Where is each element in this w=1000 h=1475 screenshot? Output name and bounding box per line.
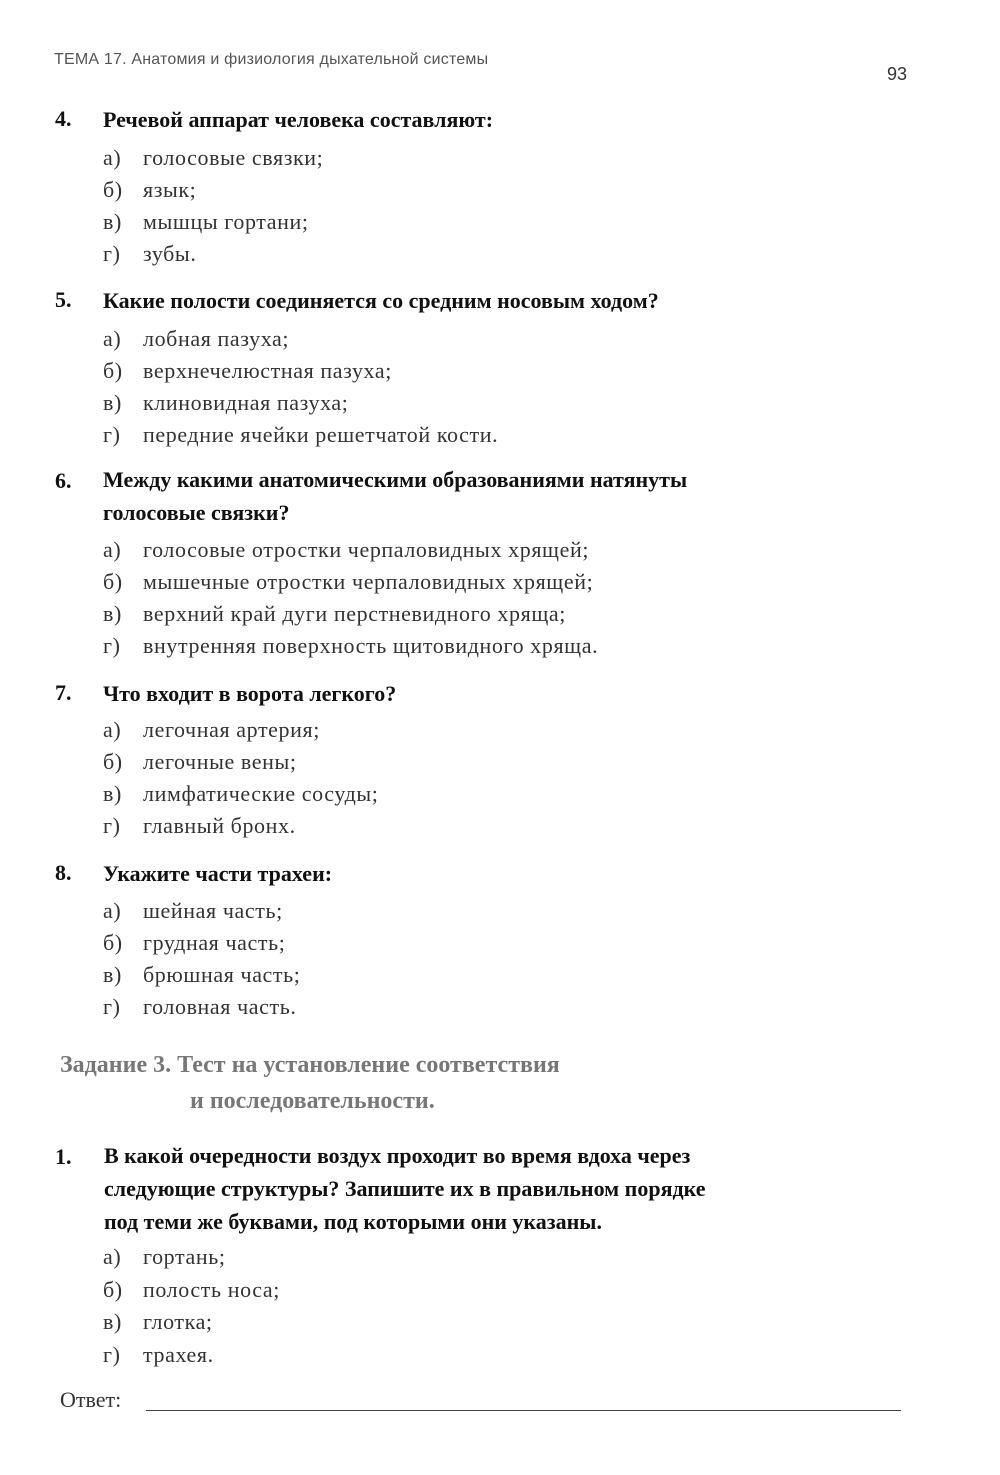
option-text: внутренняя поверхность щитовидного хряща. [143,633,599,658]
option-text: голосовые связки; [143,145,324,170]
option-letter: г) [103,813,121,838]
question-text-line: голосовые связки? [103,500,290,525]
answer-option [103,781,378,807]
answer-option [103,241,196,267]
question-number: 5. [55,287,72,312]
option-letter: г) [103,241,121,266]
question-text [103,463,803,529]
option-text: зубы. [143,241,197,266]
option-letter: б) [103,358,123,383]
answer-option [103,1342,214,1368]
answer-option [103,390,348,416]
option-text: передние ячейки решетчатой кости. [143,422,499,447]
answer-label: Ответ: [60,1387,122,1412]
question-text: Что входит в ворота легкого? [103,681,397,706]
option-letter: а) [103,898,122,923]
page-number: 93 [886,64,907,84]
section-heading-continued: и последовательности. [190,1088,435,1114]
option-letter: б) [103,930,123,955]
option-text: глотка; [143,1309,213,1334]
option-text: полость носа; [143,1277,280,1302]
answer-option [103,601,566,627]
answer-option [103,358,392,384]
option-letter: в) [103,390,122,415]
option-text: верхний край дуги перстневидного хряща; [143,601,566,626]
option-letter: в) [103,1309,122,1334]
section-heading: Задание 3. Тест на установление соответствия [60,1052,560,1078]
option-text: главный бронх. [143,813,296,838]
option-letter: б) [103,1277,123,1302]
answer-option [103,994,296,1020]
option-text: голосовые отростки черпаловидных хрящей; [143,537,590,562]
answer-option [103,1309,213,1335]
question-text-line: следующие структуры? Запишите их в правильном порядке [104,1176,706,1201]
answer-option [103,633,598,659]
question-text [104,1139,824,1238]
question-number: 4. [55,106,72,131]
option-text: лобная пазуха; [143,326,290,351]
question-text-line: под теми же буквами, под которыми они указаны. [104,1209,602,1234]
question-number: 7. [55,680,72,705]
option-letter: б) [103,569,123,594]
answer-option [103,326,289,352]
option-text: мышцы гортани; [143,209,309,234]
option-letter: а) [103,145,122,170]
option-text: гортань; [143,1244,226,1269]
option-letter: в) [103,601,122,626]
option-text: язык; [143,177,197,202]
running-header: ТЕМА 17. Анатомия и физиология дыхательной системы [54,51,489,68]
answer-option [103,1277,280,1303]
option-letter: а) [103,717,122,742]
option-text: легочная артерия; [143,717,320,742]
answer-option [103,569,593,595]
answer-option [103,898,283,924]
option-text: грудная часть; [143,930,286,955]
answer-option [103,145,323,171]
question-text: Речевой аппарат человека составляют: [103,107,494,132]
option-letter: а) [103,326,122,351]
option-letter: г) [103,422,121,447]
option-letter: г) [103,994,121,1019]
option-text: брюшная часть; [143,962,301,987]
option-text: верхнечелюстная пазуха; [143,358,392,383]
option-letter: г) [103,633,121,658]
answer-option [103,962,300,988]
answer-option [103,209,309,235]
answer-option [103,177,196,203]
answer-option [103,930,285,956]
option-text: клиновидная пазуха; [143,390,349,415]
option-letter: в) [103,209,122,234]
answer-option [103,717,320,743]
option-letter: в) [103,781,122,806]
answer-option [103,422,498,448]
option-letter: а) [103,537,122,562]
option-text: лимфатические сосуды; [143,781,379,806]
answer-option [103,749,297,775]
option-letter: г) [103,1342,121,1367]
option-letter: б) [103,177,123,202]
question-number: 6. [55,468,72,493]
option-letter: в) [103,962,122,987]
answer-option [103,537,589,563]
question-text: Какие полости соединяется со средним носовым ходом? [103,288,659,313]
answer-option [103,1244,226,1270]
option-text: головная часть. [143,994,297,1019]
option-text: легочные вены; [143,749,297,774]
question-text: Укажите части трахеи: [103,861,333,886]
option-text: мышечные отростки черпаловидных хрящей; [143,569,594,594]
option-letter: а) [103,1244,122,1269]
option-text: шейная часть; [143,898,283,923]
question-text-line: В какой очередности воздух проходит во время вдоха через [104,1143,691,1168]
answer-option [103,813,296,839]
answer-input-line[interactable] [146,1410,901,1411]
question-number: 8. [55,860,72,885]
question-number: 1. [55,1144,72,1169]
question-text-line: Между какими анатомическими образованиями натянуты [103,467,688,492]
option-text: трахея. [143,1342,214,1367]
option-letter: б) [103,749,123,774]
